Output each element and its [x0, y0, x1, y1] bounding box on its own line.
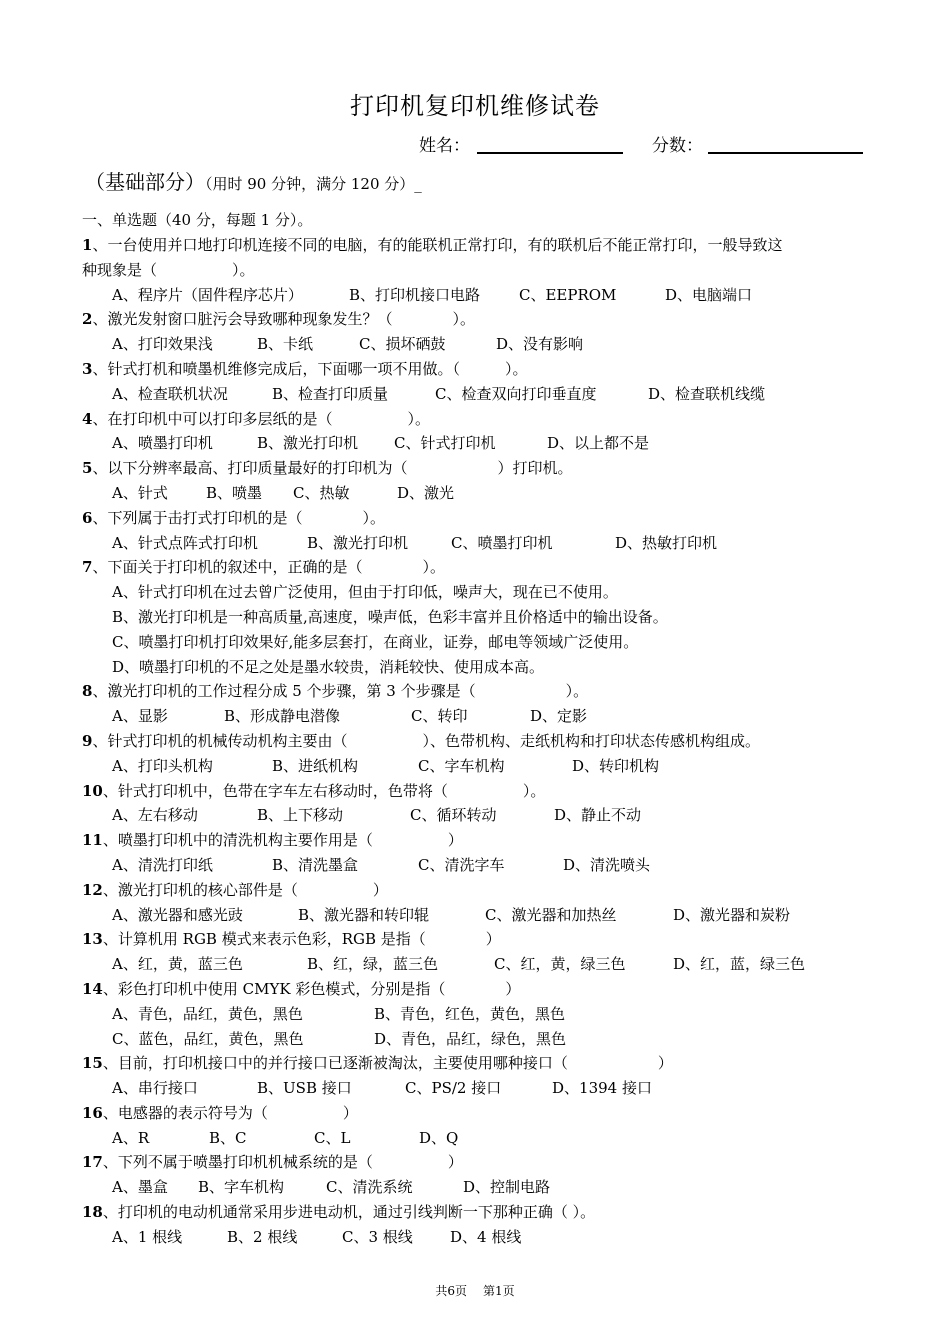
option-c: C、L [314, 1128, 351, 1147]
option-a: A、墨盒 [112, 1178, 168, 1197]
option-d: D、定影 [530, 707, 588, 726]
option-b: B、上下移动 [257, 806, 344, 825]
option-a: A、清洗打印纸 [112, 855, 213, 874]
question-options [82, 332, 882, 357]
option-c: C、热敏 [293, 483, 350, 502]
option-d: D、热敏打印机 [615, 533, 718, 552]
option-b [82, 605, 882, 630]
question-number: 18 [82, 1203, 103, 1222]
option-c: C、蓝色，品红，黄色，黑色 [112, 1029, 304, 1048]
question-number: 8 [82, 682, 93, 701]
question-options [82, 704, 882, 729]
question-number: 13 [82, 930, 103, 949]
option-b: B、形成静电潜像 [224, 707, 341, 726]
option-a: A、针式点阵式打印机 [112, 533, 258, 552]
question-stem [82, 357, 882, 382]
question-text: 、针式打印机中，色带在字车左右移动时，色带将（ ）。 [102, 781, 546, 800]
option-c: C、损坏硒鼓 [359, 335, 446, 354]
question-options [82, 481, 882, 506]
option-d [82, 655, 882, 680]
page-title: 打印机复印机维修试卷 [350, 92, 600, 120]
question-options [82, 853, 882, 878]
question-text: 、喷墨打印机中的清洗机构主要作用是（ ） [102, 831, 463, 850]
option-b: B、字车机构 [198, 1178, 285, 1197]
question-options [82, 283, 882, 308]
option-a: A、左右移动 [112, 806, 198, 825]
option-text: B、激光打印机是一种高质量,高速度，噪声低，色彩丰富并且价格适中的输出设备。 [112, 607, 668, 626]
question-options [82, 1076, 882, 1101]
question-options [82, 1002, 882, 1027]
question-stem [82, 878, 882, 903]
option-c: C、循环转动 [410, 806, 497, 825]
option-c: C、转印 [411, 707, 468, 726]
option-c: C、字车机构 [418, 756, 505, 775]
option-b: B、检查打印质量 [272, 384, 389, 403]
option-a: A、喷墨打印机 [112, 434, 213, 453]
question-options [82, 903, 882, 928]
question-stem [82, 977, 882, 1002]
question-number: 17 [82, 1153, 103, 1172]
option-a: A、红，黄，蓝三色 [112, 955, 243, 974]
question-number: 7 [82, 558, 93, 577]
option-d: D、控制电路 [463, 1178, 551, 1197]
name-label: 姓名： [419, 136, 470, 156]
name-field-line [477, 152, 623, 154]
question-options [82, 531, 882, 556]
question-number: 16 [82, 1103, 103, 1122]
option-a: A、青色，品红，黄色，黑色 [112, 1004, 303, 1023]
question-stem [82, 679, 882, 704]
info-row [419, 131, 899, 155]
option-text: C、喷墨打印机打印效果好,能多层套打，在商业，证券，邮电等领域广泛使用。 [112, 632, 639, 651]
question-options [82, 1225, 882, 1250]
question-text: 、一台使用并口地打印机连接不同的电脑，有的能联机正常打印，有的联机后不能正常打印，一般导致这 [92, 236, 783, 254]
option-d: D、静止不动 [554, 806, 642, 825]
option-a: A、针式 [112, 483, 168, 502]
option-d: D、转印机构 [572, 756, 660, 775]
option-d: D、没有影响 [496, 335, 584, 354]
option-c: C、红，黄，绿三色 [494, 955, 626, 974]
question-stem [82, 1200, 882, 1225]
option-b: B、2 根线 [227, 1227, 298, 1246]
option-c: C、检查双向打印垂直度 [435, 384, 597, 403]
option-c: C、PS/2 接口 [405, 1079, 502, 1098]
question-stem [82, 779, 882, 804]
question-type-heading: 一、单选题（40 分，每题 1 分）。 [82, 211, 313, 229]
question-number: 1 [82, 236, 93, 254]
question-text: 、激光打印机的核心部件是（ ） [102, 880, 388, 899]
option-a: A、显影 [112, 707, 168, 726]
question-text: 、针式打印机的机械传动机构主要由（ ）、色带机构、走纸机构和打印状态传感机构组成。 [92, 731, 760, 750]
option-a: A、串行接口 [112, 1079, 198, 1098]
option-c: C、喷墨打印机 [451, 533, 553, 552]
option-b: B、激光打印机 [307, 533, 409, 552]
option-text: A、针式打印机在过去曾广泛使用，但由于打印低，噪声大，现在已不使用。 [112, 583, 618, 602]
option-b: B、C [209, 1128, 247, 1147]
option-b: B、清洗墨盒 [272, 855, 359, 874]
question-stem [82, 555, 882, 580]
question-text: 、激光打印机的工作过程分成 5 个步骤，第 3 个步骤是（ ）。 [92, 682, 589, 701]
question-number: 9 [82, 731, 93, 750]
question-list [82, 233, 882, 1250]
option-a: A、程序片（固件程序芯片） [112, 285, 303, 304]
option-d: D、清洗喷头 [563, 855, 651, 874]
option-c: C、清洗系统 [326, 1178, 413, 1197]
question-text: 、彩色打印机中使用 CMYK 彩色模式，分别是指（ ） [102, 979, 521, 998]
question-stem [82, 307, 882, 332]
question-number: 5 [82, 459, 93, 478]
question-stem-continued [82, 258, 882, 283]
question-number: 2 [82, 310, 93, 329]
question-stem [82, 1150, 882, 1175]
question-stem [82, 506, 882, 531]
question-options [82, 754, 882, 779]
question-stem [82, 1051, 882, 1076]
option-d: D、青色，品红，绿色，黑色 [374, 1029, 567, 1048]
option-d: D、1394 接口 [552, 1079, 652, 1098]
question-text: 、在打印机中可以打印多层纸的是（ ）。 [92, 409, 430, 428]
question-number: 10 [82, 781, 103, 800]
option-d: D、激光器和炭粉 [673, 905, 791, 924]
option-c: C、清洗字车 [418, 855, 505, 874]
option-a: A、检查联机状况 [112, 384, 228, 403]
question-text: 、打印机的电动机通常采用步进电动机，通过引线判断一下那种正确（ ）。 [102, 1203, 596, 1222]
question-text: 、下面关于打印机的叙述中，正确的是（ ）。 [92, 558, 445, 577]
section-header [85, 166, 422, 195]
option-b: B、激光器和转印辊 [298, 905, 430, 924]
question-options [82, 1027, 882, 1052]
question-number: 12 [82, 880, 103, 899]
option-a: A、打印效果浅 [112, 335, 213, 354]
question-text: 、针式打机和喷墨机维修完成后，下面哪一项不用做。（ ）。 [92, 359, 528, 378]
question-options [82, 1126, 882, 1151]
question-options [82, 1175, 882, 1200]
question-stem [82, 456, 882, 481]
option-c: C、3 根线 [342, 1227, 413, 1246]
question-options [82, 803, 882, 828]
question-number: 6 [82, 508, 93, 527]
option-c [82, 630, 882, 655]
question-stem [82, 828, 882, 853]
question-stem [82, 233, 882, 258]
question-text: 、激光发射窗口脏污会导致哪种现象发生？（ ）。 [92, 310, 475, 329]
page-footer [0, 1282, 950, 1299]
option-b: B、喷墨 [206, 483, 263, 502]
question-stem [82, 927, 882, 952]
question-options [82, 952, 882, 977]
option-a [82, 580, 882, 605]
question-text: 、电感器的表示符号为（ ） [102, 1103, 358, 1122]
question-number: 4 [82, 409, 93, 428]
section-subtitle: （用时 90 分钟，满分 120 分）_ [205, 175, 422, 193]
score-label: 分数： [652, 136, 703, 156]
question-text: 、目前，打印机接口中的并行接口已逐渐被淘汰，主要使用哪种接口（ ） [102, 1054, 673, 1073]
question-number: 11 [82, 831, 103, 850]
question-number: 15 [82, 1054, 103, 1073]
option-b: B、卡纸 [257, 335, 314, 354]
question-stem [82, 729, 882, 754]
question-text: 、下列属于击打式打印机的是（ ）。 [92, 508, 385, 527]
question-number: 3 [82, 359, 93, 378]
option-a: A、1 根线 [112, 1227, 183, 1246]
option-a: A、激光器和感光豉 [112, 905, 243, 924]
option-c: C、针式打印机 [394, 434, 496, 453]
option-b: B、USB 接口 [257, 1079, 352, 1098]
page-total: 共6页 [435, 1284, 467, 1298]
question-options [82, 431, 882, 456]
option-c: C、EEPROM [519, 285, 617, 304]
question-text: 、下列不属于喷墨打印机机械系统的是（ ） [102, 1153, 463, 1172]
question-number: 14 [82, 979, 103, 998]
option-b: B、激光打印机 [257, 434, 359, 453]
option-b: B、青色，红色，黄色，黑色 [374, 1004, 566, 1023]
option-b: B、红，绿，蓝三色 [307, 955, 439, 974]
option-d: D、以上都不是 [547, 434, 650, 453]
option-b: B、打印机接口电路 [349, 285, 481, 304]
option-b: B、进纸机构 [272, 756, 359, 775]
question-text: 、以下分辨率最高、打印质量最好的打印机为（ ）打印机。 [92, 459, 573, 478]
question-stem [82, 407, 882, 432]
question-options [82, 382, 882, 407]
question-stem [82, 1101, 882, 1126]
score-field-line [708, 152, 863, 154]
question-text: 种现象是（ ）。 [82, 260, 255, 279]
option-text: D、喷墨打印机的不足之处是墨水较贵，消耗较快、使用成本高。 [112, 657, 545, 676]
page-number: 第1页 [483, 1284, 515, 1298]
option-d: D、激光 [397, 483, 455, 502]
option-d: D、Q [419, 1128, 459, 1147]
option-d: D、红，蓝，绿三色 [673, 955, 806, 974]
option-d: D、4 根线 [450, 1227, 522, 1246]
question-text: 、计算机用 RGB 模式来表示色彩，RGB 是指（ ） [102, 930, 501, 949]
section-title: （基础部分） [85, 170, 205, 194]
option-d: D、电脑端口 [665, 285, 753, 304]
option-c: C、激光器和加热丝 [485, 905, 617, 924]
option-a: A、R [112, 1128, 150, 1147]
option-a: A、打印头机构 [112, 756, 213, 775]
option-d: D、检查联机线缆 [648, 384, 766, 403]
